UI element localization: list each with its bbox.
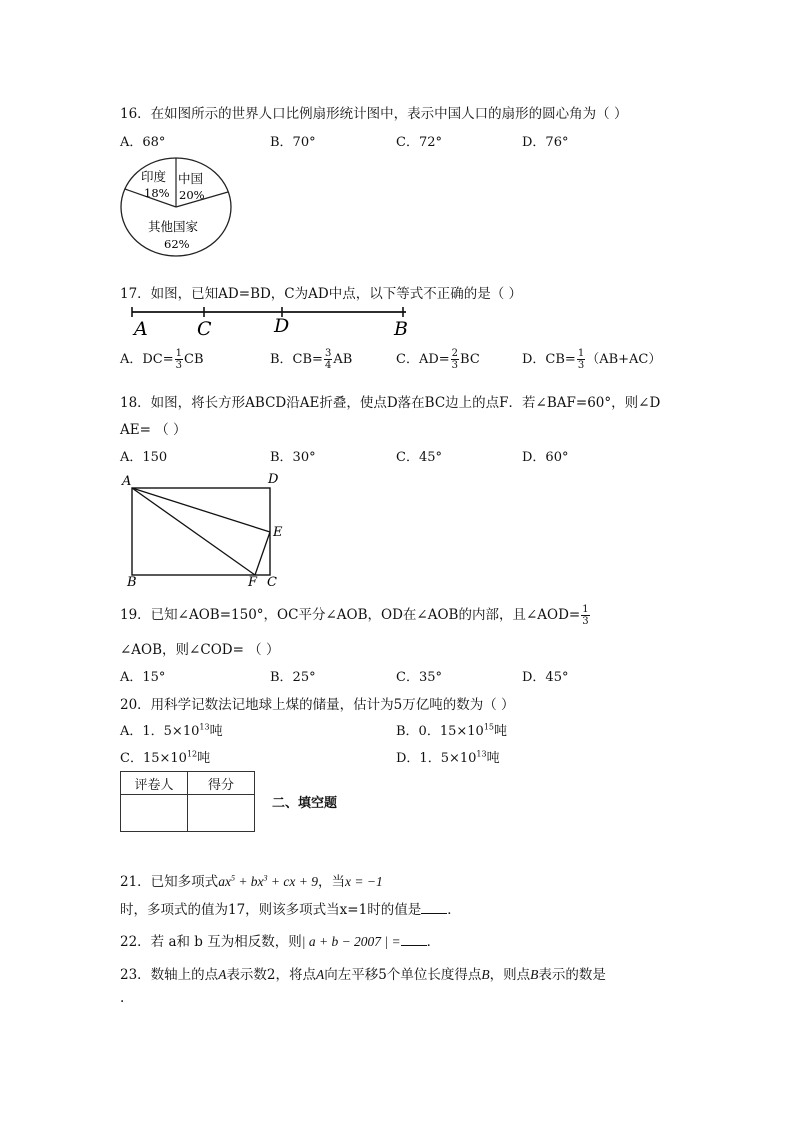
q19-stem-text: 19．已知∠AOB=150°，OC平分∠AOB，OD在∠AOB的内部，且∠AOD= (120, 607, 581, 623)
point-b-label: B (394, 318, 408, 340)
q17-stem: 17．如图，已知AD=BD，C为AD中点，以下等式不正确的是（ ） (120, 286, 523, 302)
q23-line2: . (120, 990, 125, 1006)
q23-var-b: B (481, 967, 490, 982)
q17-option-a (120, 348, 204, 371)
q19-frac-num: 1 (582, 604, 589, 615)
q16-stem: 16．在如图所示的世界人口比例扇形统计图中，表示中国人口的扇形的圆心角为（ ） (120, 106, 628, 122)
q17-a-pre: A．DC= (120, 352, 174, 367)
pie-value-others: 62% (164, 237, 190, 251)
q17-option-d (522, 348, 661, 371)
q19-frac (581, 604, 589, 627)
q17-d-frac (577, 348, 585, 371)
pie-label-others: 其他国家 (148, 219, 199, 234)
q17-option-c (396, 348, 480, 371)
q20-c-base: C．15×10 (120, 751, 187, 766)
q21-poly-term1: ax (218, 874, 231, 889)
q19-stem-line1 (120, 603, 591, 627)
segment-figure (126, 302, 416, 342)
label-a: A (122, 474, 132, 489)
q17-b-pre: B．CB= (270, 352, 323, 367)
q16-option-d: D．76° (522, 135, 569, 150)
score-table-score-cell[interactable] (188, 795, 255, 832)
q19-option-c: C．35° (396, 670, 442, 685)
q16-option-a: A．68° (120, 135, 166, 150)
point-a-label: A (134, 318, 148, 340)
q17-d-num: 1 (577, 348, 585, 359)
q21-line1 (120, 870, 383, 890)
q23-mid2: 向左平移5个单位长度得点 (324, 967, 482, 983)
label-e: E (273, 525, 283, 540)
line-af (132, 488, 255, 575)
q21-exp2: 3 (263, 873, 268, 883)
q20-option-d (396, 747, 500, 766)
rectangle-abcd (132, 488, 270, 575)
q20-c-exp: 12 (186, 749, 198, 759)
q17-b-num: 3 (324, 348, 332, 359)
line-fe (255, 532, 270, 575)
q23-pre: 23．数轴上的点 (120, 967, 219, 983)
q20-a-exp: 13 (199, 722, 210, 732)
label-f: F (248, 575, 258, 590)
q21-mid: ，当 (318, 874, 346, 890)
q20-option-a (120, 720, 223, 739)
q17-a-num: 1 (175, 348, 183, 359)
q21-answer-blank[interactable] (421, 903, 447, 914)
q22 (120, 930, 440, 950)
pie-label-india: 印度 (141, 169, 167, 184)
q20-c-unit: 吨 (197, 751, 211, 766)
q23-line1 (120, 963, 606, 983)
q23-mid3: ，则点 (489, 967, 531, 983)
q22-post: ． (426, 934, 441, 950)
q17-b-post: AB (333, 352, 353, 367)
q22-pre: 22．若 a和 b 互为相反数，则 (120, 934, 302, 950)
q17-d-post: （AB+AC） (586, 352, 662, 367)
q17-c-frac (451, 348, 459, 371)
point-d-label: D (274, 315, 290, 337)
q22-answer-blank[interactable] (401, 935, 427, 946)
q20-d-exp: 13 (476, 749, 487, 759)
q18-option-a: A．150 (120, 450, 168, 465)
q17-b-frac (324, 348, 332, 371)
label-d: D (268, 472, 279, 487)
q20-b-exp: 15 (483, 722, 494, 732)
q21-poly-term3: + cx + 9 (267, 874, 319, 889)
q21-line2-text: 时，多项式的值为17，则该多项式当x=1时的值是 (120, 902, 422, 918)
pie-value-india: 18% (144, 186, 170, 200)
q23-var-a2: A (316, 967, 325, 982)
score-table (120, 771, 255, 832)
section-title: 二、填空题 (272, 796, 338, 811)
point-c-label: C (197, 318, 212, 340)
q20-option-c (120, 747, 210, 766)
q23-mid1: 表示数2，将点 (226, 967, 317, 983)
q19-frac-den: 3 (582, 616, 589, 627)
q19-option-d: D．45° (522, 670, 569, 685)
q18-stem-line1: 18．如图，将长方形ABCD沿AE折叠，使点D落在BC边上的点F．若∠BAF=60°，则∠D (120, 395, 661, 411)
q17-d-pre: D．CB= (522, 352, 576, 367)
q20-d-base: D．1．5×10 (396, 751, 477, 766)
q20-a-base: A．1．5×10 (120, 724, 200, 739)
q18-option-c: C．45° (396, 450, 442, 465)
q21-poly-term2: + bx (234, 874, 264, 889)
q18-stem-line2: AE= （ ） (120, 422, 187, 438)
label-b: B (127, 575, 137, 590)
score-table-grader-cell[interactable] (121, 795, 188, 832)
q17-c-num: 2 (451, 348, 459, 359)
q17-a-post: CB (184, 352, 204, 367)
q20-b-base: B．0．15×10 (396, 724, 484, 739)
q16-option-c: C．72° (396, 135, 442, 150)
q21-cond: x = −1 (345, 874, 383, 889)
q23-end: 表示的数是 (538, 967, 606, 983)
pie-label-china: 中国 (178, 171, 204, 186)
q21-line2 (120, 898, 461, 918)
q22-expr: | a + b − 2007 | = (301, 934, 401, 949)
rectangle-figure (118, 470, 293, 590)
q20-option-b (396, 720, 507, 739)
pie-chart (118, 156, 238, 260)
q17-c-den: 3 (451, 360, 459, 371)
q21-pre: 21．已知多项式 (120, 874, 219, 890)
score-table-grader-header: 评卷人 (121, 772, 188, 795)
q18-option-d: D．60° (522, 450, 569, 465)
q21-exp1: 5 (230, 873, 235, 883)
q19-stem-line2: ∠AOB，则∠COD= （ ） (120, 642, 280, 658)
label-c: C (267, 575, 277, 590)
q18-option-b: B．30° (270, 450, 316, 465)
q20-a-unit: 吨 (209, 724, 223, 739)
q20-d-unit: 吨 (486, 751, 500, 766)
pie-value-china: 20% (179, 188, 205, 202)
q17-d-den: 3 (577, 360, 585, 371)
q19-option-b: B．25° (270, 670, 316, 685)
q17-b-den: 4 (324, 360, 332, 371)
q23-var-b2: B (530, 967, 539, 982)
q17-option-b (270, 348, 352, 371)
fold-line-ae (132, 488, 270, 532)
q16-option-b: B．70° (270, 135, 316, 150)
q19-option-a: A．15° (120, 670, 166, 685)
q17-a-den: 3 (175, 360, 183, 371)
q23-var-a: A (218, 967, 227, 982)
q17-a-frac (175, 348, 183, 371)
score-table-score-header: 得分 (188, 772, 255, 795)
q17-c-post: BC (460, 352, 480, 367)
q21-line2-post: ． (447, 902, 461, 918)
q20-stem: 20．用科学记数法记地球上煤的储量，估计为5万亿吨的数为（ ） (120, 697, 515, 713)
q20-b-unit: 吨 (494, 724, 508, 739)
q17-c-pre: C．AD= (396, 352, 450, 367)
